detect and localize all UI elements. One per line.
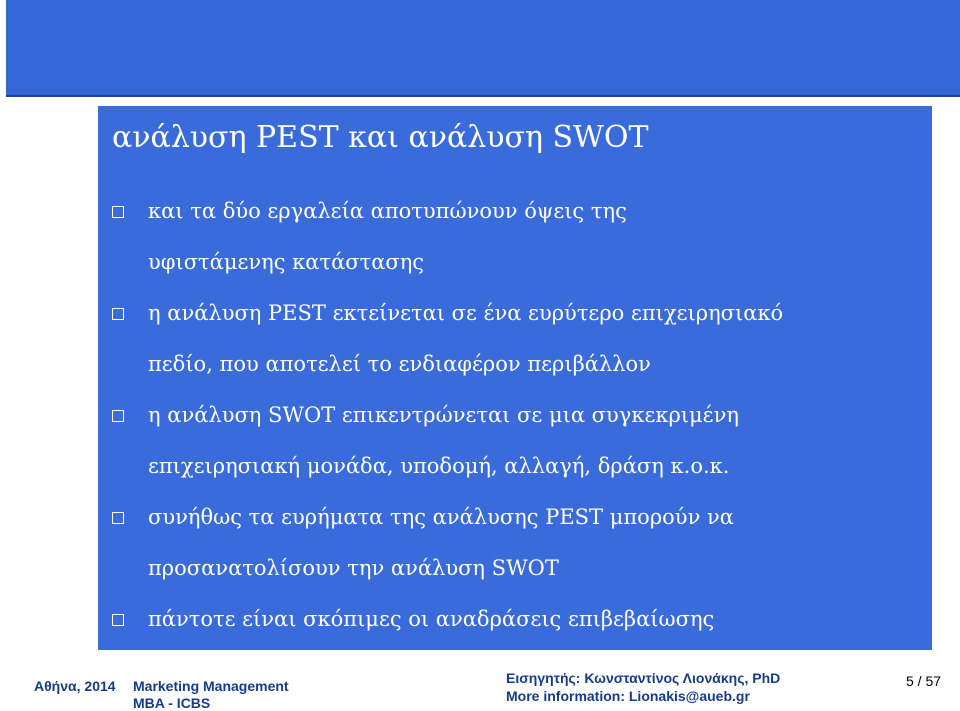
bullet-line: και τα δύο εργαλεία αποτυπώνουν όψεις της [148, 199, 627, 223]
bullet-line: η ανάλυση SWOT επικεντρώνεται σε μια συγκεκριμένη [148, 403, 739, 427]
bullet-line: προσανατολίσουν την ανάλυση SWOT [148, 556, 559, 580]
bullet-item [108, 288, 918, 390]
hollow-square-bullet-icon [112, 614, 124, 626]
top-banner [6, 0, 960, 97]
footer-speaker: Εισηγητής: Κωνσταντίνος Λιονάκης, PhD [506, 670, 781, 686]
bullet-line: υφιστάμενης κατάστασης [148, 250, 425, 274]
footer-more-info: More information: Lionakis@aueb.gr [506, 688, 750, 704]
bullet-line: πεδίο, που αποτελεί το ενδιαφέρον περιβάλλον [148, 352, 651, 376]
footer-place-year: Αθήνα, 2014 [34, 678, 116, 694]
hollow-square-bullet-icon [112, 206, 124, 218]
hollow-square-bullet-icon [112, 512, 124, 524]
bullet-list [108, 186, 918, 645]
bullet-line: πάντοτε είναι σκόπιμες οι αναδράσεις επιβεβαίωσης [148, 607, 715, 631]
bullet-line: συνήθως τα ευρήματα της ανάλυσης PEST μπορούν να [148, 505, 734, 529]
page-number: 5 / 57 [906, 673, 942, 689]
bullet-item [108, 390, 918, 492]
slide-title: ανάλυση PEST και ανάλυση SWOT [112, 120, 649, 155]
bullet-item [108, 186, 918, 288]
bullet-item [108, 492, 918, 594]
bullet-line: η ανάλυση PEST εκτείνεται σε ένα ευρύτερο επιχειρησιακό [148, 301, 784, 325]
bullet-line: επιχειρησιακή μονάδα, υποδομή, αλλαγή, δράση κ.ο.κ. [148, 454, 730, 478]
hollow-square-bullet-icon [112, 410, 124, 422]
hollow-square-bullet-icon [112, 308, 124, 320]
bullet-item [108, 594, 918, 645]
footer-program: MBA - ICBS [133, 695, 211, 711]
footer-course: Marketing Management [133, 678, 289, 694]
